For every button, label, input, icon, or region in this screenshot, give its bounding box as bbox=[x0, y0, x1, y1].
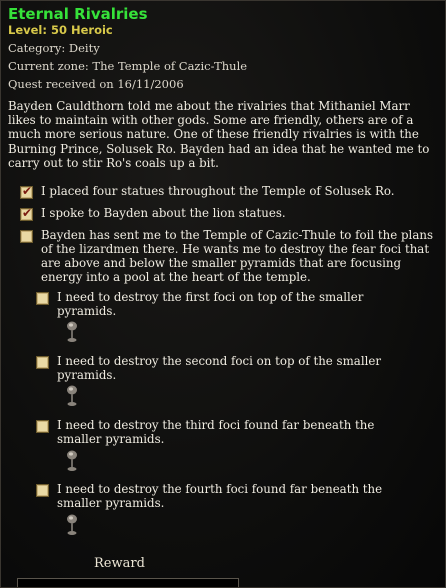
substep-text: I need to destroy the fourth foci found far beneath the smaller pyramids. bbox=[57, 482, 383, 510]
quest-category: Category: Deity bbox=[8, 41, 100, 55]
step-checkbox bbox=[20, 230, 33, 243]
quest-title: Eternal Rivalries bbox=[8, 5, 148, 23]
checkmark-icon: ✔ bbox=[22, 184, 33, 198]
goblet-icon bbox=[65, 514, 79, 536]
step-checkbox bbox=[20, 208, 33, 221]
quest-level: Level: 50 Heroic bbox=[8, 23, 113, 37]
substep-text: I need to destroy the second foci on top of the smaller pyramids. bbox=[57, 354, 381, 382]
step-text: Bayden has sent me to the Temple of Cazic-Thule to foil the plans of the lizardmen there. He wants me to destroy the fear foci that are above and below the smaller pyramids that are focusing energy into a pool at the heart of the temple. bbox=[41, 228, 434, 284]
substep-checkbox bbox=[36, 484, 49, 497]
step-text: I placed four statues throughout the Temple of Solusek Ro. bbox=[41, 184, 395, 198]
goblet-icon bbox=[65, 385, 79, 407]
step-checkbox bbox=[20, 186, 33, 199]
reward-heading: Reward bbox=[94, 556, 145, 571]
reward-panel bbox=[17, 578, 239, 588]
goblet-icon bbox=[65, 321, 79, 343]
step-text: I spoke to Bayden about the lion statues. bbox=[41, 206, 286, 220]
quest-zone: Current zone: The Temple of Cazic-Thule bbox=[8, 59, 248, 73]
substep-text: I need to destroy the third foci found far beneath the smaller pyramids. bbox=[57, 418, 375, 446]
substep-checkbox bbox=[36, 356, 49, 369]
substep-checkbox bbox=[36, 292, 49, 305]
substep-text: I need to destroy the first foci on top of the smaller pyramids. bbox=[57, 290, 364, 318]
quest-description: Bayden Cauldthorn told me about the rivalries that Mithaniel Marr likes to maintain with other gods. Some are friendly, others are of a much more serious nature. One of these friendly rivalries is with the Burning Prince, Solusek Ro. Bayden had an idea that he wanted me to carry out to stir Ro's coals up a bit. bbox=[8, 99, 430, 170]
goblet-icon bbox=[65, 450, 79, 472]
checkmark-icon: ✔ bbox=[22, 206, 33, 220]
quest-received-date: Quest received on 16/11/2006 bbox=[8, 77, 184, 91]
substep-checkbox bbox=[36, 420, 49, 433]
